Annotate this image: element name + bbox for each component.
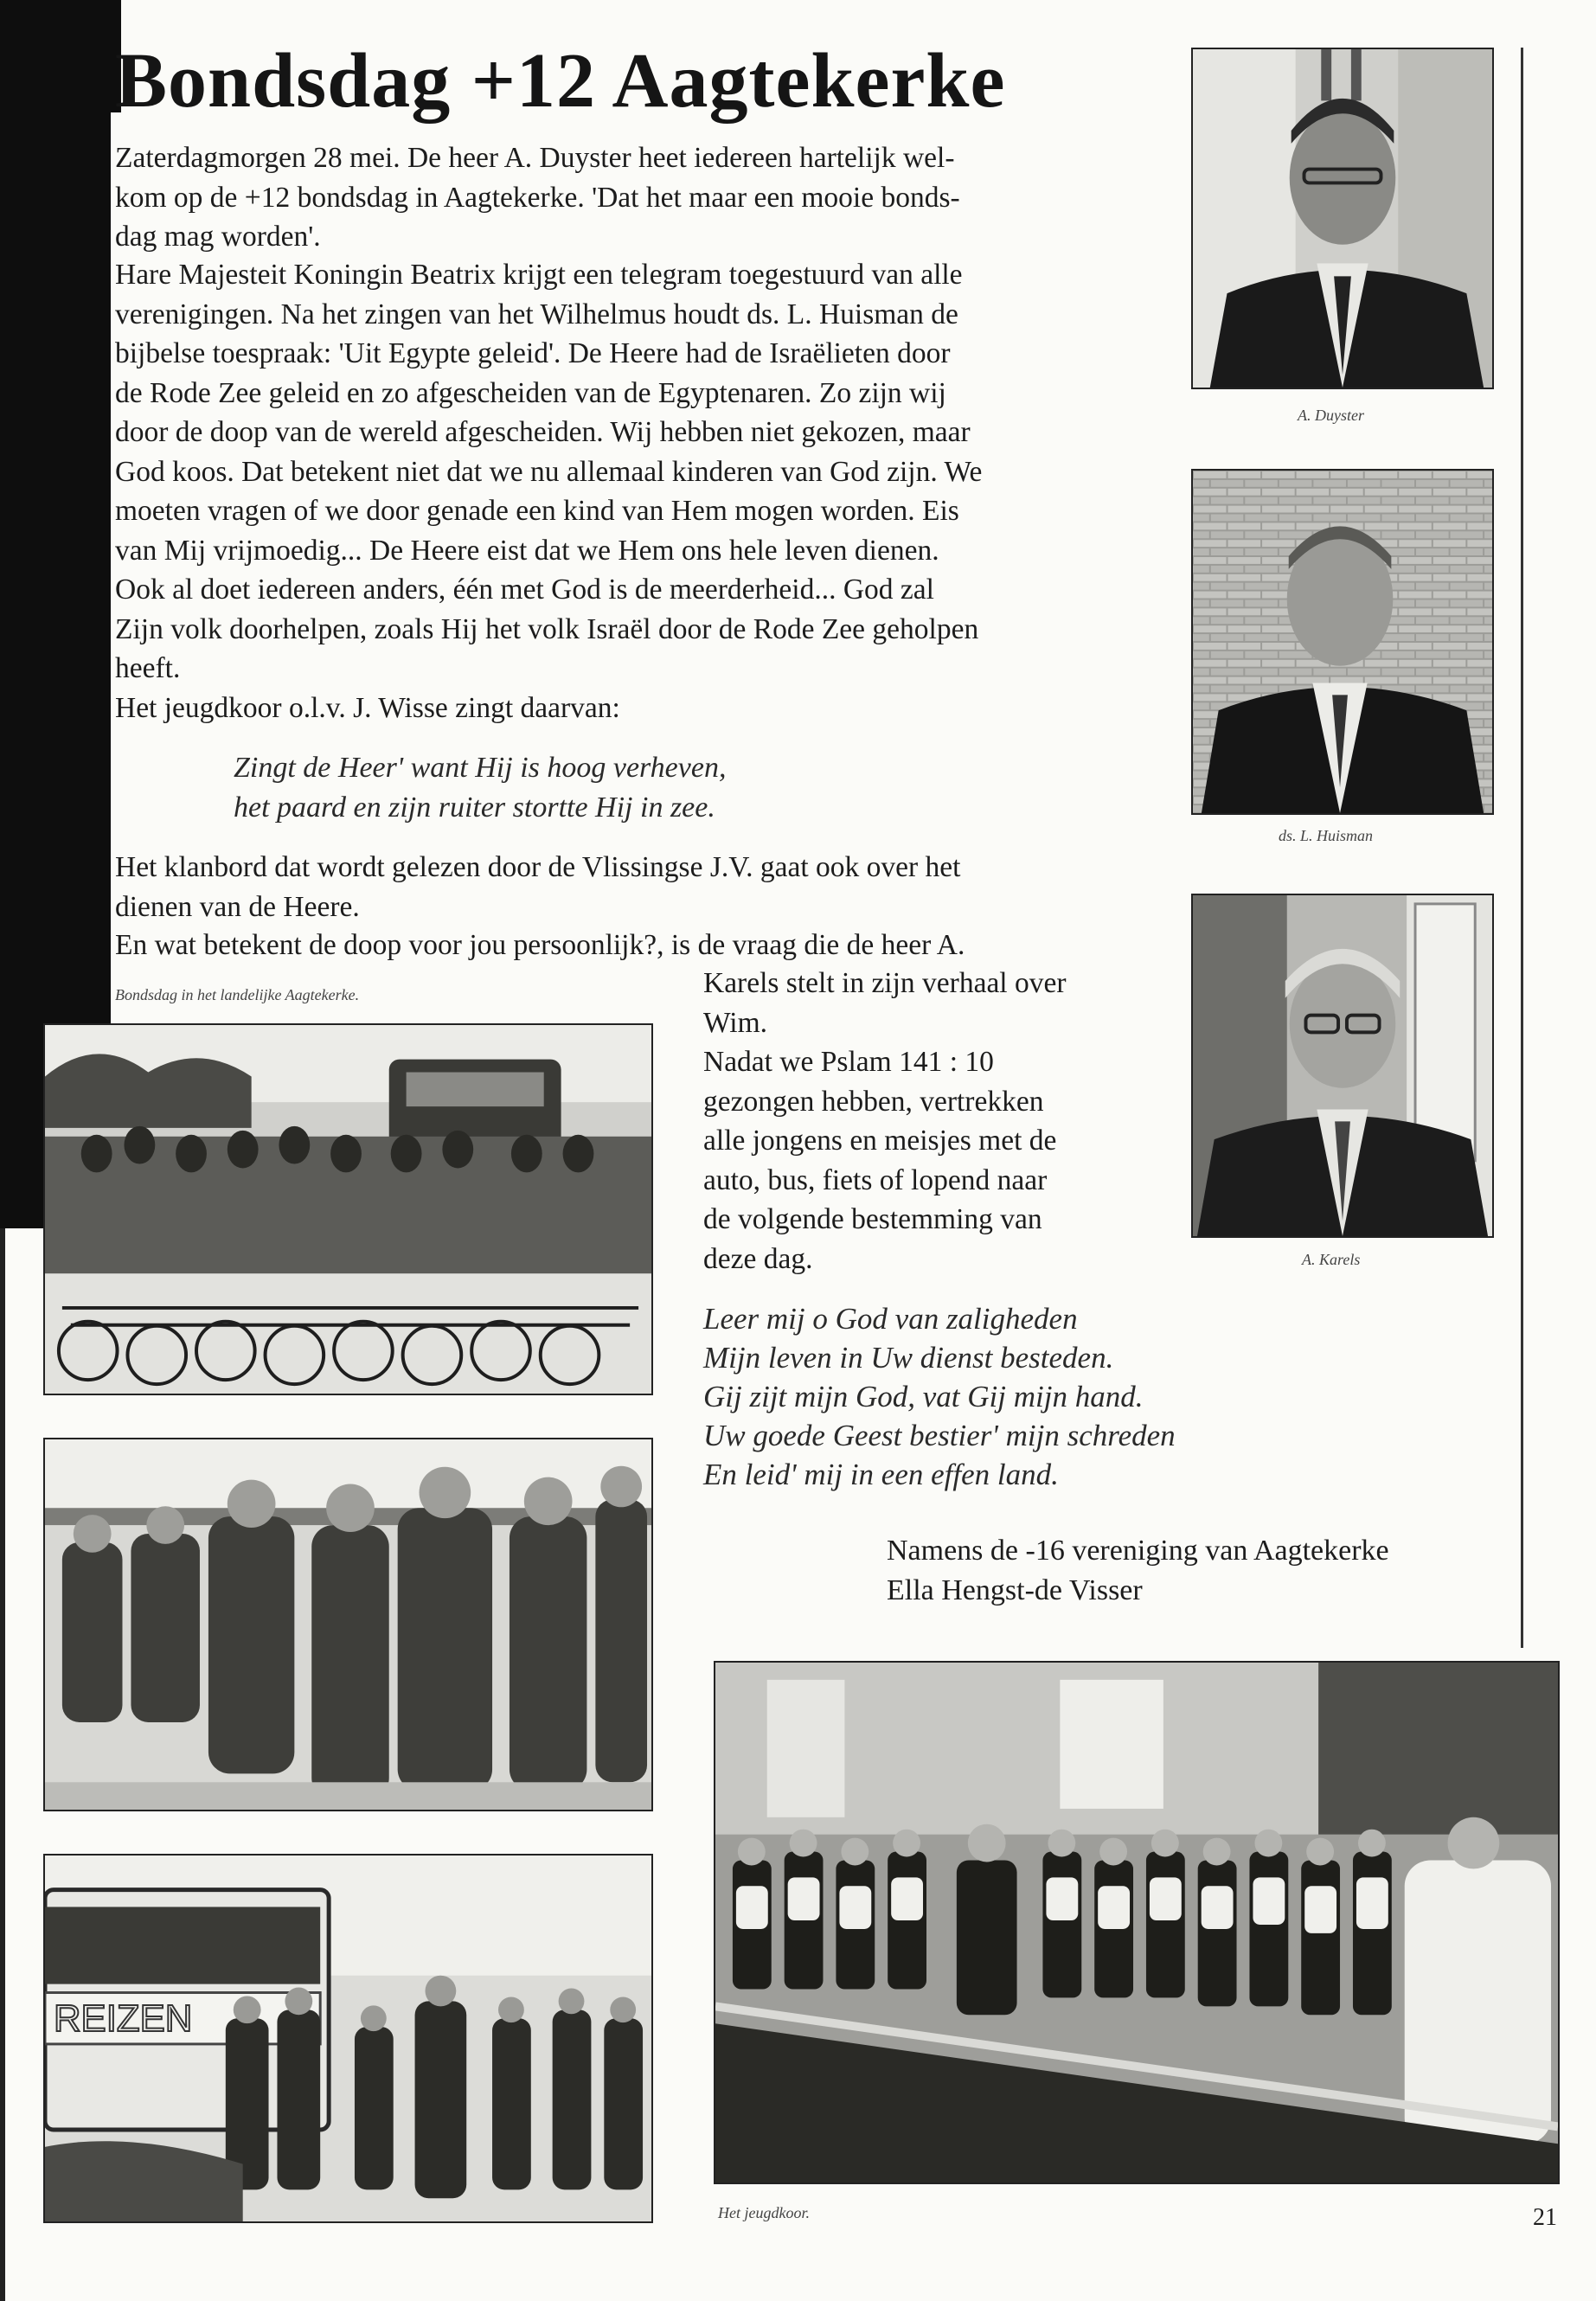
karels-paragraph	[703, 964, 1067, 1279]
text-line: Wim.	[703, 1006, 768, 1039]
text-line: auto, bus, fiets of lopend naar	[703, 1163, 1048, 1196]
photo-bikes-crowd	[43, 1023, 653, 1395]
photo-huisman	[1191, 469, 1494, 815]
text-line: Hare Majesteit Koningin Beatrix krijgt een telegram toegestuurd van alle	[115, 259, 963, 291]
photo-karels	[1191, 894, 1494, 1238]
doop-line: En wat betekent de doop voor jou persoonlijk?, is de vraag die de heer A.	[115, 929, 965, 961]
text-line: Het jeugdkoor o.l.v. J. Wisse zingt daarvan:	[115, 691, 620, 724]
text-line: moeten vragen of we door genade een kind van Hem mogen worden. Eis	[115, 495, 959, 527]
klanbord-paragraph	[115, 848, 961, 926]
column-rule	[1521, 48, 1523, 1648]
photo-duyster	[1191, 48, 1494, 389]
verse-line: Leer mij o God van zaligheden	[703, 1302, 1078, 1336]
caption-jeugdkoor: Het jeugdkoor.	[718, 2204, 810, 2221]
text-line: kom op de +12 bondsdag in Aagtekerke. 'Dat het maar een mooie bonds-	[115, 181, 960, 214]
text-line: van Mij vrijmoedig... De Heere eist dat we Hem ons hele leven dienen.	[115, 534, 939, 567]
text-line: Het klanbord dat wordt gelezen door de Vlissingse J.V. gaat ook over het	[115, 851, 961, 883]
text-line: alle jongens en meisjes met de	[703, 1125, 1057, 1157]
signature-line: Namens de -16 vereniging van Aagtekerke	[887, 1535, 1389, 1567]
verse-quote-2	[703, 1299, 1176, 1494]
verse-line: En leid' mij in een effen land.	[703, 1458, 1059, 1491]
text-line: de volgende bestemming van	[703, 1203, 1042, 1235]
body-paragraph	[115, 255, 982, 727]
text-line: Ook al doet iedereen anders, één met God is de meerderheid... God zal	[115, 574, 934, 606]
page-number: 21	[1533, 2204, 1557, 2231]
verse-line: Zingt de Heer' want Hij is hoog verheven,	[234, 752, 727, 784]
text-line: bijbelse toespraak: 'Uit Egypte geleid'. De Heere had de Israëlieten door	[115, 337, 951, 369]
text-line: Zaterdagmorgen 28 mei. De heer A. Duyster heet iedereen hartelijk wel-	[115, 142, 955, 174]
text-line: door de doop van de wereld afgescheiden. Wij hebben niet gekozen, maar	[115, 416, 971, 448]
intro-paragraph	[115, 138, 960, 257]
text-line: Zijn volk doorhelpen, zoals Hij het volk Israël door de Rode Zee geholpen	[115, 612, 979, 645]
verse-quote-1	[234, 748, 726, 828]
caption-landelijk: Bondsdag in het landelijke Aagtekerke.	[115, 986, 360, 1003]
page-edge-shadow-top	[0, 0, 121, 112]
text-line: de Rode Zee geleid en zo afgescheiden van de Egyptenaren. Zo zijn wij	[115, 376, 946, 409]
verse-line: Gij zijt mijn God, vat Gij mijn hand.	[703, 1380, 1144, 1413]
text-line: verenigingen. Na het zingen van het Wilhelmus houdt ds. L. Huisman de	[115, 298, 958, 330]
caption-duyster: A. Duyster	[1298, 407, 1364, 424]
page-edge-line	[0, 1228, 5, 2301]
verse-line: Mijn leven in Uw dienst besteden.	[703, 1341, 1114, 1375]
photo-youths-walking	[43, 1438, 653, 1811]
text-line: Nadat we Pslam 141 : 10	[703, 1046, 994, 1078]
text-line: God koos. Dat betekent niet dat we nu allemaal kinderen van God zijn. We	[115, 455, 983, 488]
bus-sign-text: REIZEN	[53, 1997, 193, 2041]
verse-line: Uw goede Geest bestier' mijn schreden	[703, 1419, 1176, 1452]
text-line: dag mag worden'.	[115, 221, 321, 253]
signature	[887, 1531, 1389, 1611]
text-line: Karels stelt in zijn verhaal over	[703, 967, 1067, 999]
text-line: dienen van de Heere.	[115, 890, 360, 923]
photo-bus	[43, 1854, 653, 2223]
text-line: heeft.	[115, 652, 181, 684]
text-line: gezongen hebben, vertrekken	[703, 1085, 1044, 1118]
text-line: deze dag.	[703, 1242, 813, 1275]
photo-jeugdkoor	[714, 1661, 1560, 2184]
signature-line: Ella Hengst-de Visser	[887, 1574, 1143, 1606]
caption-huisman: ds. L. Huisman	[1279, 827, 1374, 844]
caption-karels: A. Karels	[1302, 1251, 1361, 1268]
verse-line: het paard en zijn ruiter stortte Hij in zee.	[234, 792, 715, 824]
article-title: Bondsdag +12 Aagtekerke	[115, 38, 1006, 124]
